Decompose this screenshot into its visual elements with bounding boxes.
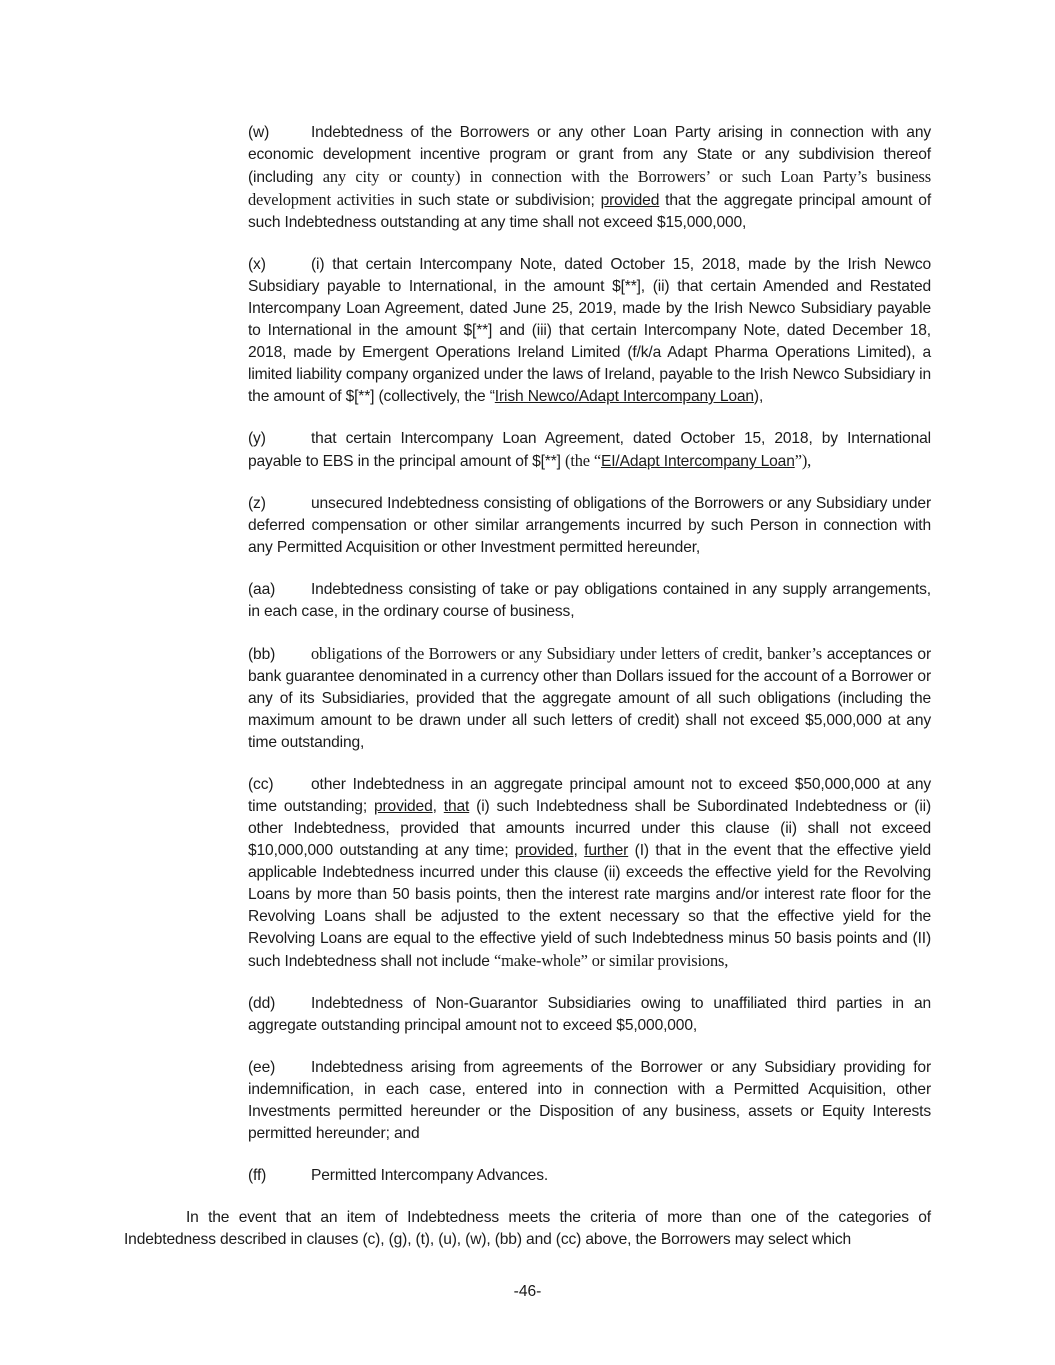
clause-label: (cc) [248,776,274,793]
clause-y: (y) that certain Intercompany Loan Agreement, dated October 15, 2018, by International payable to EBS in the principal amount of $[**] (the “EI/Adapt Intercompany Loan”), [248,430,931,470]
clause-ff: (ff) Permitted Intercompany Advances. [124,1165,931,1187]
defined-term: provided [600,192,660,209]
clause-label: (ff) [248,1167,267,1184]
closing-paragraph: In the event that an item of Indebtedness meets the criteria of more than one of the categories of Indebtedness described in clauses (c), (g), (t), (u), (w), (bb) and (cc) above, the Borrowers may select which [124,1209,931,1248]
document-page [124,122,931,1271]
defined-term: further [584,842,629,859]
clause-z: (z) unsecured Indebtedness consisting of obligations of the Borrowers or any Subsidiary under deferred compensation or other similar arrangements incurred by such Person in connection with any Permitted Acquisition or other Investment permitted hereunder, [248,495,931,556]
clause-label: (z) [248,495,266,512]
clause-x: (x) (i) that certain Intercompany Note, dated October 15, 2018, made by the Irish Newco Subsidiary payable to International, in the amount $[**], (ii) that certain Amended and Restated Intercompany Loan Agreement, dated June 25, 2019, made by the Irish Newco Subsidiary payable to International in the amount $[**] and (iii) that certain Intercompany Note, dated December 18, 2018, made by Emergent Operations Ireland Limited (f/k/a Adapt Pharma Operations Limited), a limited liability company organized under the laws of Ireland, payable to the Irish Newco Subsidiary in the amount of $[**] (collectively, the “Irish Newco/Adapt Intercompany Loan), [248,256,931,405]
clause-cc: (cc) other Indebtedness in an aggregate principal amount not to exceed $50,000,000 at any time outstanding; provided, that (i) such Indebtedness shall be Subordinated Indebtedness or (ii) other Indebtedness, provided that amounts incurred under this clause (ii) shall not exceed $10,000,000 outstanding at any time; provided, further (I) that in the event that the effective yield applicable Indebtedness incurred under this clause (ii) exceeds the effective yield for the Revolving Loans by more than 50 basis points, then the interest rate margins and/or interest rate floor for the Revolving Loans shall be adjusted to the extent necessary so that the effective yield for the Revolving Loans are equal to the effective yield of such Indebtedness minus 50 basis points and (II) such Indebtedness shall not include “make-whole” or similar provisions, [248,776,932,970]
clause-dd: (dd) Indebtedness of Non-Guarantor Subsidiaries owing to unaffiliated third parties in an aggregate outstanding principal amount not to exceed $5,000,000, [248,995,931,1034]
clause-aa: (aa) Indebtedness consisting of take or pay obligations contained in any supply arrangements, in each case, in the ordinary course of business, [248,581,931,620]
defined-term: that [443,798,470,815]
defined-term: provided [373,798,433,815]
clause-label: (bb) [248,646,276,663]
clause-w: (w) Indebtedness of the Borrowers or any other Loan Party arising in connection with any economic development incentive program or grant from any State or any subdivision thereof (including any city or county) in connection with the Borrowers’ or such Loan Party’s business development activities in such state or subdivision; provided that the aggregate principal amount of such Indebtedness outstanding at any time shall not exceed $15,000,000, [248,124,932,231]
defined-term: Irish Newco/Adapt Intercompany Loan [494,388,754,405]
clause-label: (y) [248,430,266,447]
clause-ee: (ee) Indebtedness arising from agreements of the Borrower or any Subsidiary providing for indemnification, in each case, entered into in connection with a Permitted Acquisition, other Investments permitted hereunder or the Disposition of any business, assets or Equity Interests permitted hereunder; and [248,1059,931,1142]
clause-label: (ee) [248,1059,276,1076]
defined-term: provided [514,842,574,859]
defined-term: EI/Adapt Intercompany Loan [600,453,795,470]
clause-label: (w) [248,124,270,141]
clause-label: (x) [248,256,266,273]
clause-label: (dd) [248,995,276,1012]
clause-label: (aa) [248,581,276,598]
clause-bb: (bb) obligations of the Borrowers or any Subsidiary under letters of credit, banker’s acceptances or bank guarantee denominated in a currency other than Dollars issued for the account of a Borrower or any of its Subsidiaries, provided that the aggregate amount of all such obligations (including the maximum amount to be drawn under all such letters of credit) shall not exceed $5,000,000 at any time outstanding, [248,644,931,751]
page-number: -46- [513,1283,542,1300]
